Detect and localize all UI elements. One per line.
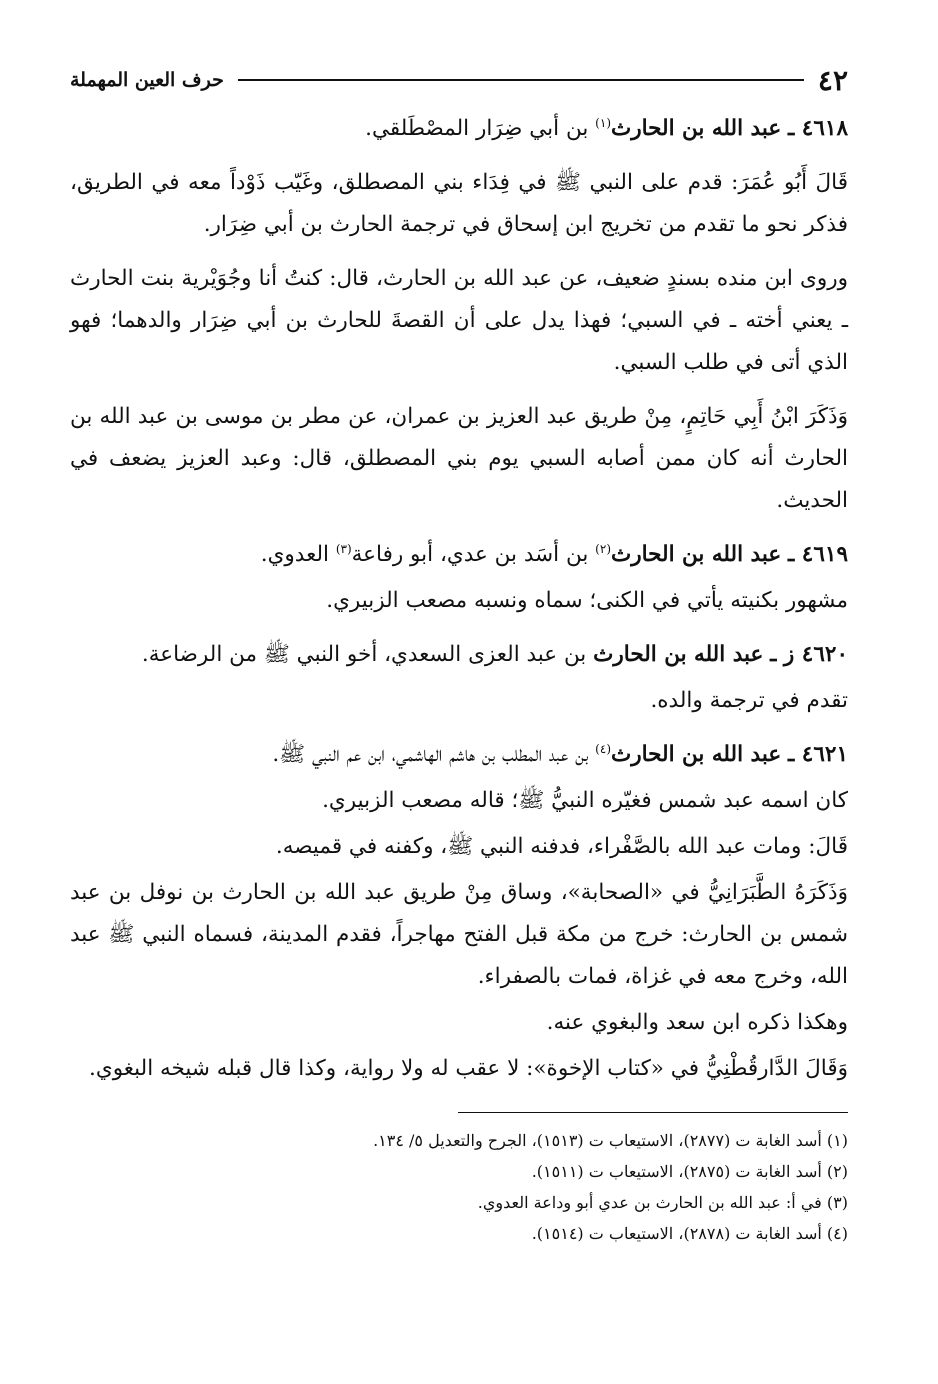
paragraph-death (70, 826, 848, 868)
entry-4619-heading (70, 534, 848, 576)
entry-number: ٤٦١٨ ـ (788, 116, 848, 141)
paragraph-text: تقدم في ترجمة والده. (650, 688, 848, 713)
footnote-ref: (١) (595, 115, 611, 130)
entry-lineage: بن أبي ضِرَار المصْطَلقي. (365, 116, 589, 141)
footnote-1: (١) أسد الغابة ت (٢٨٧٧)، الاستيعاب ت (١٥١٣)، الجرح والتعديل ٥/ ١٣٤. (373, 1131, 848, 1150)
paragraph-text: كان اسمه عبد شمس فغيّره النبيُّ ﷺ؛ قاله مصعب الزبيري. (322, 788, 848, 813)
running-header (70, 58, 848, 102)
paragraph-kunya (70, 580, 848, 622)
paragraph-text: في «الصحابة»، وساق مِنْ طريق عبد الله بن الحارث بن نوفل بن عبد شمس بن الحارث: خرج من مكة قبل الفتح مهاجراً، فقدم المدينة، فسماه النبي ﷺ عبد الله، وخرج معه في غزاة، فمات بالصفراء. (70, 880, 848, 989)
paragraph-text: قدم على النبي ﷺ في فِدَاء بني المصطلق، وغَيّب ذَوْداً معه في الطريق، فذكر نحو ما تقدم من تخريج ابن إسحاق في ترجمة الحارث بن أبي ضِرَار. (70, 170, 848, 237)
paragraph-lead: قَالَ: (808, 834, 848, 859)
paragraph-text: مِنْ طريق عبد العزيز بن عمران، عن مطر بن موسى بن عبد الله بن الحارث أنه كان ممن أصابه السبي يوم بني المصطلق، قال: وعبد العزيز يضعف في الحديث. (70, 404, 848, 513)
paragraph-lead: وَقَالَ الدَّارقُطْنِيُّ (705, 1056, 848, 1081)
entry-4621-heading (70, 734, 848, 776)
paragraph-text: ومات عبد الله بالصَّفْراء، فدفنه النبي ﷺ، وكفنه في قميصه. (275, 834, 802, 859)
paragraph-daraqutni (70, 1048, 848, 1090)
entry-lineage: بن أسَد بن عدي، أبو رفاعة (351, 542, 589, 567)
paragraph-text: مشهور بكنيته يأتي في الكنى؛ سماه ونسبه مصعب الزبيري. (326, 588, 848, 613)
footnote-2: (٢) أسد الغابة ت (٢٨٧٥)، الاستيعاب ت (١٥١١). (531, 1162, 848, 1181)
paragraph-lead: قَالَ أَبُو عُمَرَ: (731, 170, 849, 195)
paragraph-ibn-abi-hatim (70, 396, 848, 522)
footnote-ref: (٤) (595, 741, 611, 756)
paragraph-ibn-mandah (70, 258, 848, 384)
entry-number: ٤٦٢٠ ز ـ (770, 642, 848, 667)
running-title: حرف العين المهملة (70, 69, 224, 91)
entry-number: ٤٦١٩ ـ (788, 542, 848, 567)
book-page (70, 58, 848, 1249)
paragraph-text: في «كتاب الإخوة»: لا عقب له ولا رواية، وكذا قال قبله شيخه البغوي. (89, 1056, 699, 1081)
entry-number: ٤٦٢١ ـ (788, 742, 848, 767)
paragraph-text: وروى ابن منده بسندٍ ضعيف، عن عبد الله بن الحارث، قال: كنتُ أنا وجُوَيْرية بنت الحارث ـ يعني أخته ـ في السبي؛ فهذا يدل على أن القصةَ للحارث بن أبي ضِرَار والدهما؛ فهو الذي أتى في طلب السبي. (70, 266, 848, 375)
paragraph-ibn-sad (70, 1002, 848, 1044)
footnote-ref: (٣) (335, 541, 352, 556)
footnotes (70, 1125, 848, 1249)
entry-lineage-end: العدوي. (260, 542, 329, 567)
paragraph-tabarani (70, 872, 848, 998)
page-number: ٤٢ (817, 63, 848, 97)
entry-4618-heading (70, 108, 848, 150)
paragraph-lead: وَذَكَرَ ابْنُ أَبِي حَاتِمٍ، (679, 404, 848, 429)
paragraph-name-change (70, 780, 848, 822)
entry-lineage: بن عبد المطلب بن هاشم الهاشمي، ابن عم النبي ﷺ. (272, 742, 589, 767)
header-rule (238, 79, 804, 81)
entry-name: عبد الله بن الحارث (593, 642, 764, 667)
footnote-4: (٤) أسد الغابة ت (٢٨٧٨)، الاستيعاب ت (١٥١٤). (531, 1224, 848, 1243)
footnote-separator (458, 1112, 848, 1113)
footnote-3: (٣) في أ: عبد الله بن الحارث بن عدي أبو وداعة العدوي. (477, 1193, 848, 1212)
paragraph-text: وهكذا ذكره ابن سعد والبغوي عنه. (546, 1010, 848, 1035)
paragraph-lead: وَذَكَرَهُ الطَّبَرَانِيُّ (707, 880, 848, 905)
entry-name: عبد الله بن الحارث (611, 542, 782, 567)
entry-name: عبد الله بن الحارث (611, 742, 782, 767)
entry-name: عبد الله بن الحارث (611, 116, 782, 141)
entry-4620-heading (70, 634, 848, 676)
paragraph-abu-umar (70, 162, 848, 246)
entry-lineage: بن عبد العزى السعدي، أخو النبي ﷺ من الرضاعة. (141, 642, 587, 667)
paragraph-see-father (70, 680, 848, 722)
footnote-ref: (٢) (595, 541, 611, 556)
